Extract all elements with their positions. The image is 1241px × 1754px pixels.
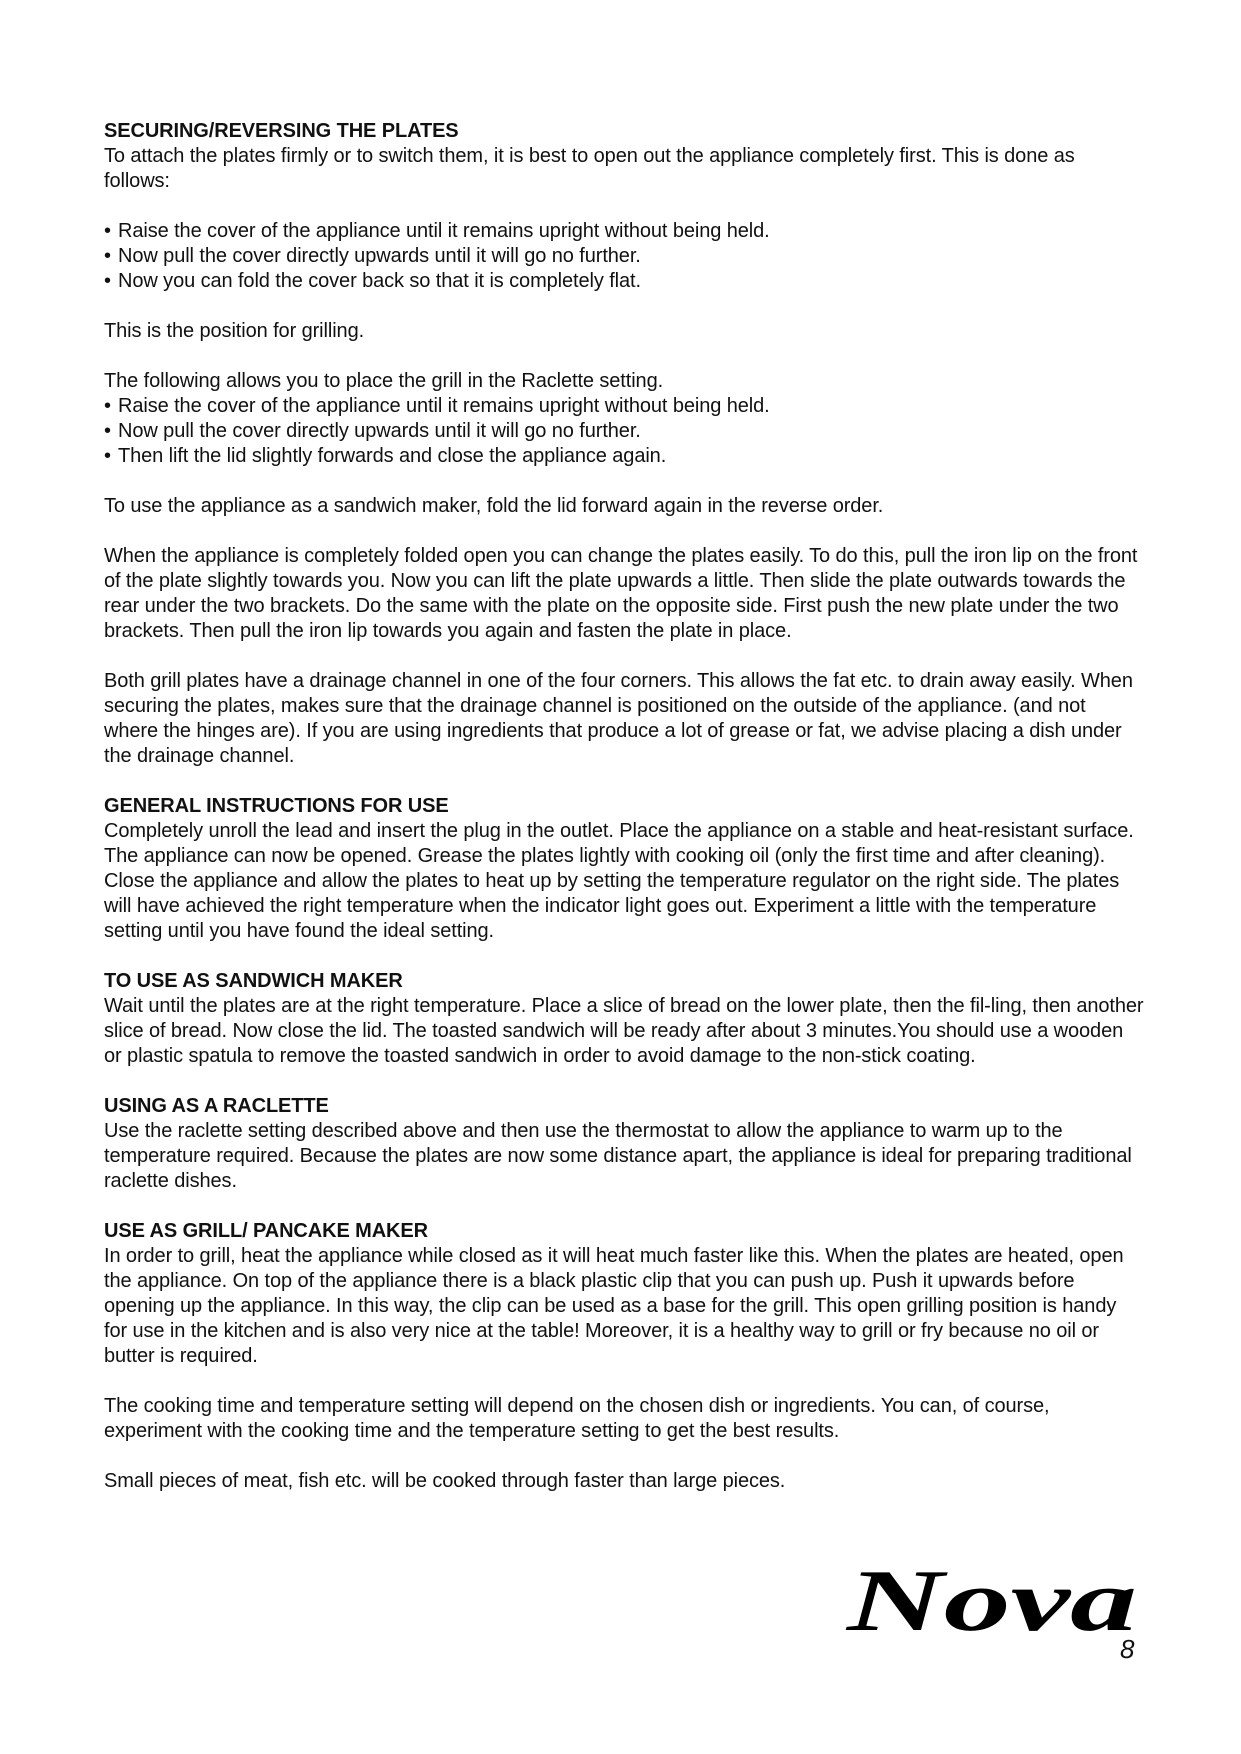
paragraph: Both grill plates have a drainage channel in one of the four corners. This allows the fat etc. to drain away easily. When securing the plates, makes sure that the drainage channel is positioned on the outside of the appliance. (and not where the hinges are). If you are using ingredients that produce a lot of grease or fat, we advise placing a dish under the drainage channel. xyxy=(104,670,1133,767)
logo-text: Nova xyxy=(845,1566,1137,1646)
section-heading: TO USE AS SANDWICH MAKER xyxy=(104,970,403,992)
section-heading: GENERAL INSTRUCTIONS FOR USE xyxy=(104,795,449,817)
list-item: • Raise the cover of the appliance until it remains upright without being held. xyxy=(104,395,770,417)
section-heading: USE AS GRILL/ PANCAKE MAKER xyxy=(104,1220,428,1242)
list-item-text: Now pull the cover directly upwards until it will go no further. xyxy=(118,245,641,267)
nova-logo-icon xyxy=(842,1566,1142,1646)
paragraph: Completely unroll the lead and insert the plug in the outlet. Place the appliance on a stable and heat-resistant surface. The appliance can now be opened. Grease the plates lightly with cooking oil (only the first time and after cleaning). Close the appliance and allow the plates to heat up by setting the temperature regulator on the right side. The plates will have achieved the right temperature when the indicator light goes out. Experiment a little with the temperature setting until you have found the ideal setting. xyxy=(104,820,1134,942)
section-grill xyxy=(104,1219,1144,1494)
section-raclette xyxy=(104,1094,1144,1194)
paragraph: The cooking time and temperature setting will depend on the chosen dish or ingredients. You can, of course, experiment with the cooking time and the temperature setting to get the best results. xyxy=(104,1395,1050,1442)
paragraph: Wait until the plates are at the right temperature. Place a slice of bread on the lower plate, then the fil-ling, then another slice of bread. Now close the lid. The toasted sandwich will be ready after about 3 minutes.You should use a wooden or plastic spatula to remove the toasted sandwich in order to avoid damage to the non-stick coating. xyxy=(104,995,1144,1067)
list-item: • Raise the cover of the appliance until it remains upright without being held. xyxy=(104,220,770,242)
paragraph: When the appliance is completely folded open you can change the plates easily. To do this, pull the iron lip on the front of the plate slightly towards you. Now you can lift the plate upwards a little. Then slide the plate outwards towards the rear under the two brackets. Do the same with the plate on the opposite side. First push the new plate under the two brackets. Then pull the iron lip towards you again and fasten the plate in place. xyxy=(104,545,1138,642)
paragraph: The following allows you to place the grill in the Raclette setting. xyxy=(104,370,664,392)
list-item: • Now pull the cover directly upwards until it will go no further. xyxy=(104,245,641,267)
section-sandwich xyxy=(104,969,1144,1069)
list-item-text: Now you can fold the cover back so that it is completely flat. xyxy=(118,270,641,292)
paragraph: To attach the plates firmly or to switch them, it is best to open out the appliance completely first. This is done as follows: xyxy=(104,145,1075,192)
list-item: • Now you can fold the cover back so that it is completely flat. xyxy=(104,270,641,292)
list-item-text: Then lift the lid slightly forwards and close the appliance again. xyxy=(118,445,667,467)
paragraph: This is the position for grilling. xyxy=(104,320,365,342)
bullet-list xyxy=(104,394,1144,469)
section-securing xyxy=(104,119,1144,769)
paragraph: Use the raclette setting described above and then use the thermostat to allow the appliance to warm up to the temperature required. Because the plates are now some distance apart, the appliance is ideal for preparing traditional raclette dishes. xyxy=(104,1120,1132,1192)
list-item: • Now pull the cover directly upwards until it will go no further. xyxy=(104,420,641,442)
page-number: 8 xyxy=(1120,1634,1135,1664)
nova-logo xyxy=(842,1566,1142,1646)
list-item-text: Raise the cover of the appliance until it remains upright without being held. xyxy=(118,220,770,242)
section-heading: USING AS A RACLETTE xyxy=(104,1095,329,1117)
paragraph: In order to grill, heat the appliance while closed as it will heat much faster like this. When the plates are heated, open the appliance. On top of the appliance there is a black plastic clip that you can push up. Push it upwards before opening up the appliance. In this way, the clip can be used as a base for the grill. This open grilling position is handy for use in the kitchen and is also very nice at the table! Moreover, it is a healthy way to grill or fry because no oil or butter is required. xyxy=(104,1245,1124,1367)
list-item-text: Raise the cover of the appliance until it remains upright without being held. xyxy=(118,395,770,417)
section-general xyxy=(104,794,1144,944)
list-item-text: Now pull the cover directly upwards until it will go no further. xyxy=(118,420,641,442)
paragraph: To use the appliance as a sandwich maker, fold the lid forward again in the reverse order. xyxy=(104,495,884,517)
paragraph: Small pieces of meat, fish etc. will be cooked through faster than large pieces. xyxy=(104,1470,786,1492)
manual-page xyxy=(104,119,1144,1519)
bullet-list xyxy=(104,219,1144,294)
section-heading: SECURING/REVERSING THE PLATES xyxy=(104,120,459,142)
list-item: • Then lift the lid slightly forwards and close the appliance again. xyxy=(104,445,667,467)
